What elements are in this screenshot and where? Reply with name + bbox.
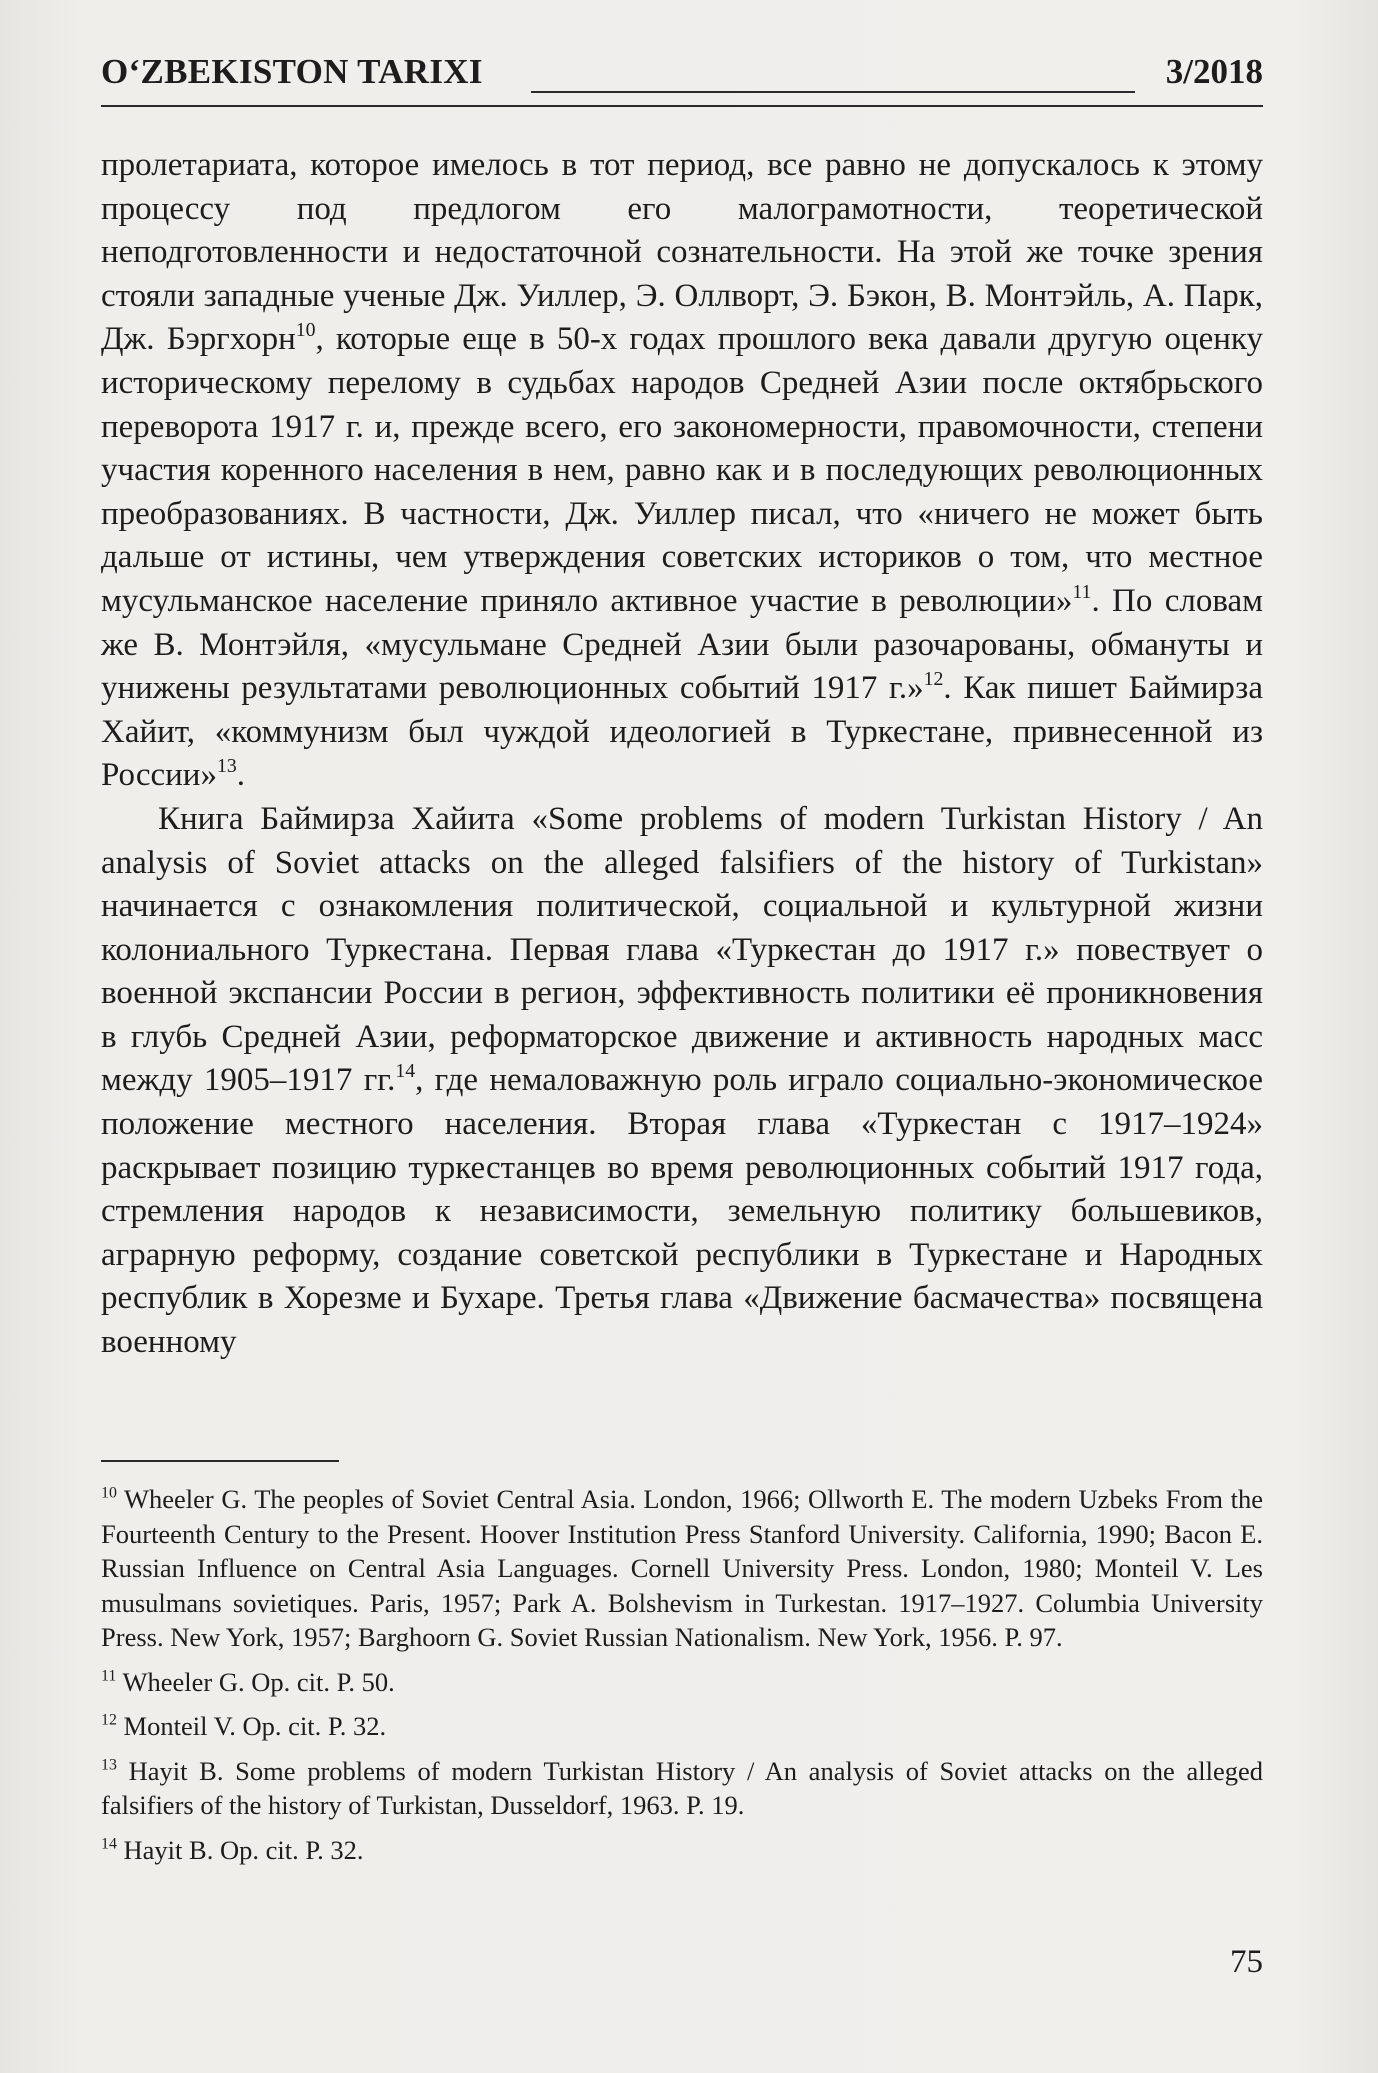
main-text bbox=[101, 144, 1263, 1365]
paragraph-1-text-a: пролетариата, которое имелось в тот период, все равно не допускалось к этому процессу под предлогом его малограмотности, теоретической неподготовленности и недостаточной сознательности. На этой же точке зрения стояли западные ученые Дж. Уиллер, Э. Оллворт, Э. Бэкон, В. Монтэйль, А. Парк, Дж. Бэргхорн bbox=[101, 147, 1263, 358]
footnote-text: Wheeler G. The peoples of Soviet Central Asia. London, 1966; Ollworth E. The modern Uzbeks From the Fourteenth Century to the Present. Hoover Institution Press Stanford University. California, 1990; Bacon E. Russian Influence on Central Asia Languages. Cornell University Press. London, 1980; Monteil V. Les musulmans sovietiques. Paris, 1957; Park A. Bolshevism in Turkestan. 1917–1927. Columbia University Press. New York, 1957; Barghoorn G. Soviet Russian Nationalism. New York, 1956. P. 97. bbox=[101, 1484, 1263, 1652]
footnote-text: Wheeler G. Op. cit. P. 50. bbox=[122, 1666, 395, 1697]
footnote-10 bbox=[101, 1482, 1263, 1655]
footnote-12 bbox=[101, 1709, 1263, 1744]
footnote-ref-13: 13 bbox=[216, 755, 237, 778]
paragraph-1-text-b: , которые еще в 50-х годах прошлого века давали другую оценку историческому перелому в судьбах народов Средней Азии после октябрьского переворота 1917 г. и, прежде всего, его закономерности, правомочности, степени участия коренного населения в нем, равно как и в последующих революционных преобразованиях. В частности, Дж. Уиллер писал, что «ничего не может быть дальше от истины, чем утверждения советских историков о том, что местное мусульманское население приняло активное участие в революции» bbox=[101, 321, 1263, 619]
footnote-text: Hayit B. Some problems of modern Turkistan History / An analysis of Soviet attacks on the alleged falsifiers of the history of Turkistan, Dusseldorf, 1963. P. 19. bbox=[101, 1755, 1263, 1820]
paragraph-1 bbox=[101, 144, 1263, 798]
footnote-number: 10 bbox=[101, 1484, 117, 1502]
footnote-ref-12: 12 bbox=[923, 668, 944, 691]
paragraph-1-text-d: . Как пишет Баймирза Хайит, «коммунизм был чуждой идеологией в Туркестане, привнесенной из России» bbox=[101, 670, 1263, 794]
paragraph-1-text-c: . По словам же В. Монтэйля, «мусульмане Средней Азии были разочарованы, обмануты и унижены результатами революционных событий 1917 г.» bbox=[101, 582, 1263, 707]
footnote-14 bbox=[101, 1833, 1263, 1868]
footnote-separator bbox=[101, 1460, 339, 1462]
footnote-number: 14 bbox=[101, 1835, 117, 1853]
page-number: 75 bbox=[1230, 1944, 1263, 1980]
footnote-number: 12 bbox=[101, 1711, 117, 1729]
running-header bbox=[101, 52, 1263, 98]
journal-title: O‘ZBEKISTON TARIXI bbox=[101, 52, 483, 91]
header-rule bbox=[101, 105, 1263, 107]
footnote-text: Hayit B. Op. cit. P. 32. bbox=[123, 1834, 364, 1865]
footnote-text: Monteil V. Op. cit. P. 32. bbox=[123, 1711, 387, 1741]
paragraph-2-text-a: Книга Баймирза Хайита «Some problems of modern Turkistan History / An analysis of Soviet attacks on the alleged falsifiers of the history of Turkistan» начинается с ознакомления политической, социальной и культурной жизни колониального Туркестана. Первая глава «Туркестан до 1917 г.» повествует о военной экспансии России в регион, эффективность политики её проникновения в глубь Средней Азии, реформаторское движение и активность народных масс между 1905–1917 гг. bbox=[101, 800, 1263, 1099]
footnote-11 bbox=[101, 1665, 1263, 1700]
footnote-ref-14: 14 bbox=[395, 1060, 416, 1083]
footnote-number: 11 bbox=[101, 1667, 117, 1685]
paragraph-2-text-b: , где немаловажную роль играло социально-экономическое положение местного населения. Вторая глава «Туркестан с 1917–1924» раскрывает позицию туркестанцев во время революционных событий 1917 года, стремления народов к независимости, земельную политику большевиков, аграрную реформу, создание советской республики в Туркестане и Народных республик в Хорезме и Бухаре. Третья глава «Движение басмачества» посвящена военному bbox=[101, 1062, 1263, 1361]
footnote-number: 13 bbox=[101, 1756, 117, 1774]
footnote-13 bbox=[101, 1754, 1263, 1823]
paragraph-2 bbox=[101, 798, 1263, 1365]
header-divider-line bbox=[531, 91, 1135, 93]
paragraph-1-text-e: . bbox=[236, 757, 245, 794]
footnote-ref-10: 10 bbox=[295, 319, 316, 342]
footnotes bbox=[101, 1482, 1263, 1877]
issue-number: 3/2018 bbox=[1165, 52, 1263, 91]
footnote-ref-11: 11 bbox=[1072, 581, 1092, 604]
